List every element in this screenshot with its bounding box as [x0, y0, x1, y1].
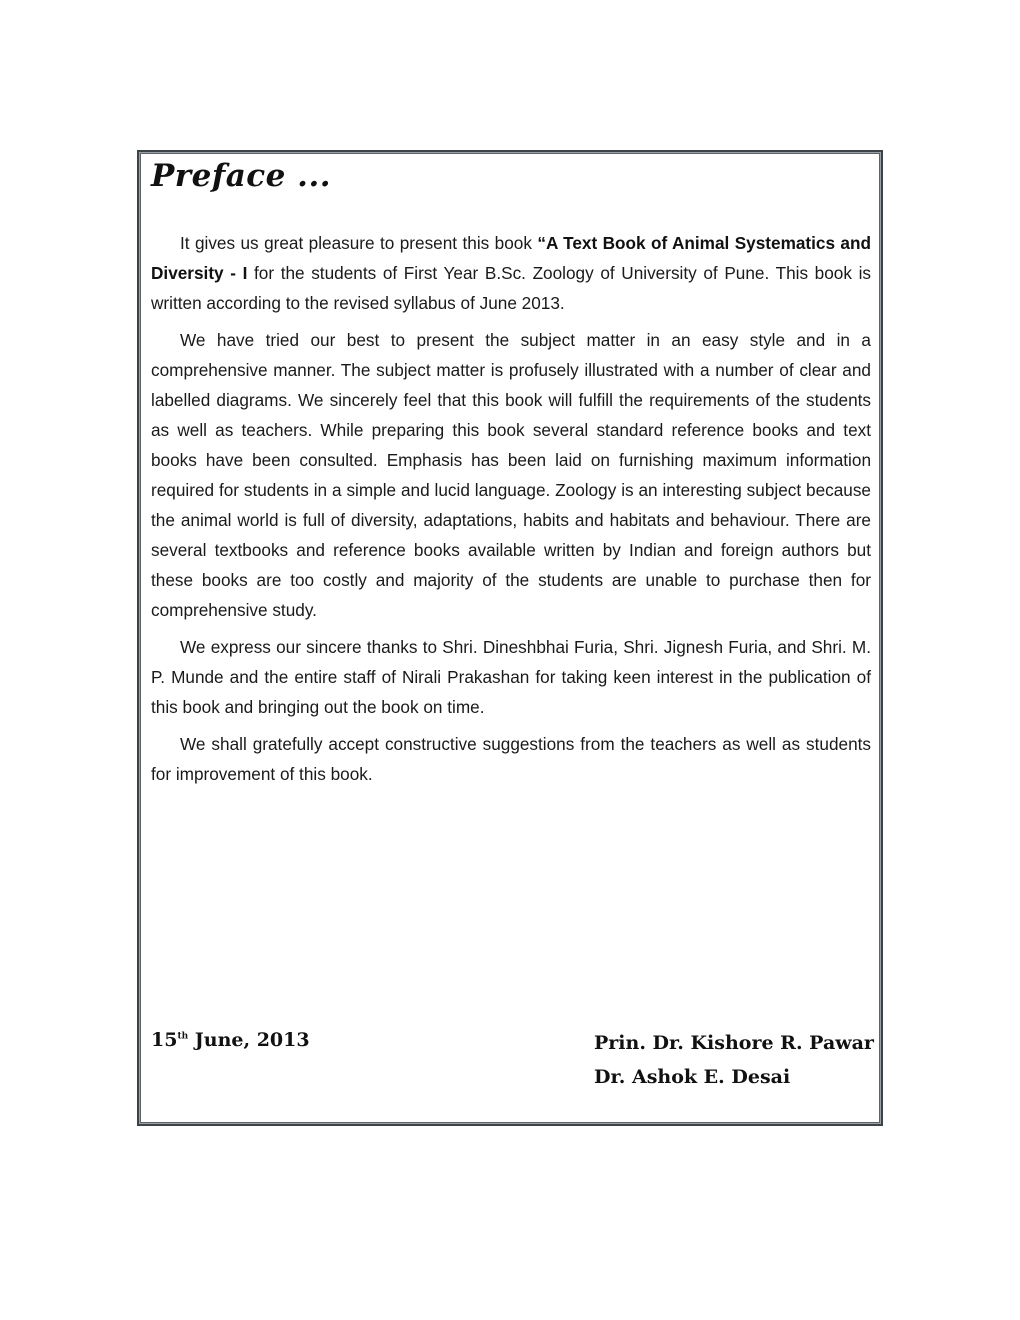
paragraph-2: We have tried our best to present the subject matter in an easy style and in a comprehensive manner. The subject matter is profusely illustrated with a number of clear and labelled diagrams. We sincerely feel that this book will fulfill the requirements of the students as well as teachers. While preparing this book several standard reference books and text books have been consulted. Emphasis has been laid on furnishing maximum information required for students in a simple and lucid language. Zoology is an interesting subject because the animal world is full of diversity, adaptations, habits and habitats and behaviour. There are several textbooks and reference books available written by Indian and foreign authors but these books are too costly and majority of the students are unable to purchase then for comprehensive study. [151, 330, 871, 620]
author-signatures [594, 1026, 874, 1094]
paragraph-1-intro: It gives us great pleasure to present this book [180, 233, 538, 253]
paragraph-1 [151, 228, 871, 318]
date-suffix: th [177, 1031, 189, 1042]
paragraph-4: We shall gratefully accept constructive suggestions from the teachers as well as students for improvement of this book. [151, 734, 871, 784]
page-title: Preface ... [151, 158, 332, 194]
book-title: “A Text Book of Animal Systematics and Diversity - I [151, 233, 871, 283]
date-month-year: June, 2013 [188, 1029, 310, 1051]
paragraph-1-rest: for the students of First Year B.Sc. Zoology of University of Pune. This book is written according to the revised syllabus of June 2013. [151, 263, 871, 313]
date-day: 15 [151, 1029, 178, 1051]
paragraph-3: We express our sincere thanks to Shri. Dineshbhai Furia, Shri. Jignesh Furia, and Shri. M. P. Munde and the entire staff of Nirali Prakashan for taking keen interest in the publication of this book and bringing out the book on time. [151, 637, 871, 717]
author-name: Dr. Ashok E. Desai [594, 1066, 791, 1088]
preface-body [151, 228, 871, 796]
author-name: Prin. Dr. Kishore R. Pawar [594, 1032, 874, 1054]
preface-frame [137, 150, 883, 1126]
preface-date [151, 1029, 310, 1051]
